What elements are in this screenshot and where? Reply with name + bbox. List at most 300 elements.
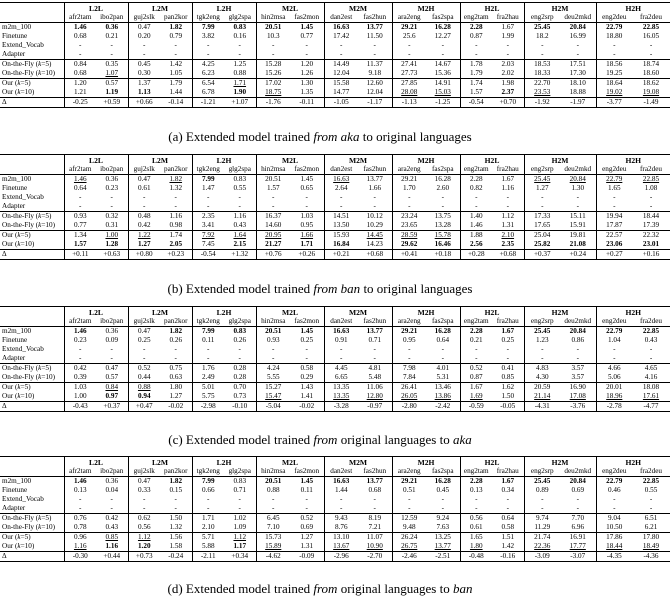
score-value: 12.59	[401, 514, 418, 522]
score-cell	[492, 336, 524, 345]
score-value: 21.14	[534, 392, 551, 400]
score-cell	[560, 354, 596, 364]
score-value: 12.60	[366, 79, 383, 87]
score-value: 15.58	[333, 79, 350, 87]
score-value: 23.65	[401, 221, 418, 229]
score-value: 0.88	[266, 486, 280, 494]
score-value: 1.74	[469, 79, 483, 87]
delta-cell: -0.02	[160, 402, 192, 412]
score-value: 13.35	[333, 392, 350, 400]
score-value: 2.28	[469, 327, 483, 335]
score-value: -	[207, 504, 210, 512]
score-value: 1.79	[169, 79, 183, 87]
score-value: 25.04	[534, 231, 551, 239]
score-value: 20.51	[265, 175, 282, 183]
score-value: -	[110, 202, 113, 210]
score-cell	[632, 336, 670, 345]
score-cell	[290, 533, 324, 543]
score-value: 1.27	[169, 392, 183, 400]
score-cell	[96, 504, 128, 514]
score-value: 3.57	[571, 364, 585, 372]
delta-cell: -0.25	[64, 98, 96, 108]
score-cell	[358, 60, 392, 70]
score-value: 14.45	[366, 231, 383, 239]
delta-cell: -2.42	[426, 402, 460, 412]
row-label: On-the-Fly (k=10)	[2, 69, 55, 77]
score-value: -	[272, 495, 275, 503]
score-value: 0.42	[137, 221, 151, 229]
delta-cell: +0.68	[492, 250, 524, 260]
score-cell	[524, 41, 560, 50]
score-cell	[290, 345, 324, 354]
table-row	[0, 231, 670, 241]
score-value: 0.47	[105, 364, 119, 372]
score-cell	[64, 184, 96, 193]
score-value: 15.28	[265, 60, 282, 68]
score-value: -	[441, 50, 444, 58]
delta-cell: +0.70	[492, 98, 524, 108]
corner-cell	[0, 3, 64, 14]
delta-cell: -0.05	[492, 402, 524, 412]
score-cell	[426, 504, 460, 514]
score-cell	[392, 202, 426, 212]
score-value: 1.69	[469, 392, 483, 400]
score-value: 2.35	[201, 212, 215, 220]
score-cell	[192, 383, 224, 393]
score-value: 2.02	[501, 69, 515, 77]
score-value: 1.31	[300, 542, 314, 550]
score-value: 1.79	[469, 69, 483, 77]
score-value: 0.20	[137, 32, 151, 40]
score-cell	[426, 477, 460, 487]
score-value: 1.03	[300, 212, 314, 220]
language-pair-header: fas2mon	[294, 317, 320, 325]
score-value: -	[408, 193, 411, 201]
score-value: -	[373, 504, 376, 512]
score-cell	[632, 542, 670, 552]
score-cell	[492, 354, 524, 364]
score-value: 1.66	[300, 231, 314, 239]
score-cell	[460, 240, 492, 250]
delta-cell: -1.92	[524, 98, 560, 108]
delta-label: Δ	[0, 98, 64, 108]
score-value: -	[305, 193, 308, 201]
score-cell	[96, 477, 128, 487]
score-cell	[324, 88, 358, 98]
table-row	[0, 88, 670, 98]
score-cell	[64, 79, 96, 89]
score-value: 0.23	[105, 184, 119, 192]
score-cell	[492, 392, 524, 402]
delta-cell: +0.59	[96, 98, 128, 108]
score-value: -	[340, 345, 343, 353]
score-value: 16.28	[434, 175, 451, 183]
score-value: 2.10	[501, 231, 515, 239]
score-value: 17.02	[265, 79, 282, 87]
score-cell	[192, 202, 224, 212]
score-value: -	[340, 495, 343, 503]
score-value: -	[305, 41, 308, 49]
score-value: -	[238, 504, 241, 512]
score-value: 5.01	[201, 383, 215, 391]
group-header: H2L	[460, 3, 524, 14]
score-cell	[632, 41, 670, 50]
score-cell	[560, 79, 596, 89]
score-value: 15.11	[569, 212, 586, 220]
score-value: 13.77	[366, 175, 383, 183]
row-label: Our (k=5)	[0, 231, 64, 241]
language-pair-header: guj2slk	[128, 165, 160, 175]
score-value: 1.67	[501, 23, 515, 31]
score-value: 4.24	[266, 364, 280, 372]
language-pair-header: eng2srp	[524, 165, 560, 175]
score-cell	[96, 23, 128, 33]
score-cell	[224, 41, 256, 50]
score-value: 0.43	[233, 221, 247, 229]
score-cell	[596, 383, 632, 393]
group-header: M2H	[392, 3, 460, 14]
score-value: 16.28	[434, 23, 451, 31]
score-cell	[192, 373, 224, 383]
score-value: 1.82	[169, 477, 183, 485]
row-label: Finetune	[2, 184, 28, 192]
score-cell	[224, 523, 256, 533]
delta-cell: -2.98	[192, 402, 224, 412]
score-value: 1.82	[169, 327, 183, 335]
score-value: 1.16	[73, 542, 87, 550]
table-caption	[0, 432, 640, 447]
language-pair-header: deu2mkd	[564, 165, 592, 173]
score-value: -	[576, 41, 579, 49]
score-value: 15.03	[434, 88, 451, 96]
language-pair-header: deu2mkd	[564, 467, 592, 475]
score-cell	[256, 41, 290, 50]
score-value: 13.77	[366, 23, 383, 31]
score-cell	[426, 373, 460, 383]
score-value: -	[541, 354, 544, 362]
caption-text: original languages to	[337, 581, 453, 596]
score-cell	[192, 354, 224, 364]
score-value: 0.88	[233, 69, 247, 77]
language-pair-header: pan2kor	[163, 467, 188, 475]
score-value: 0.70	[233, 383, 247, 391]
delta-cell: -0.14	[160, 98, 192, 108]
score-cell	[324, 514, 358, 524]
delta-cell: -1.76	[256, 98, 290, 108]
score-cell	[560, 240, 596, 250]
group-header: H2M	[524, 155, 596, 166]
score-value: 0.47	[137, 175, 151, 183]
table-row	[0, 345, 670, 354]
score-value: 6.45	[266, 514, 280, 522]
score-value: 9.24	[436, 514, 450, 522]
language-pair-header: fas2mon	[294, 165, 320, 173]
score-cell	[64, 41, 96, 50]
score-value: -	[143, 504, 146, 512]
score-value: 15.36	[434, 69, 451, 77]
score-value: -	[340, 202, 343, 210]
score-cell	[426, 41, 460, 50]
score-value: 20.51	[265, 327, 282, 335]
score-value: -	[576, 50, 579, 58]
score-cell	[392, 504, 426, 514]
header-label-cell	[0, 467, 64, 477]
score-cell	[560, 364, 596, 374]
score-value: -	[207, 495, 210, 503]
table-caption	[0, 281, 640, 296]
language-pair-header: glg2spa	[228, 165, 251, 173]
score-value: 1.57	[73, 240, 87, 248]
score-cell	[160, 88, 192, 98]
delta-cell: -1.05	[324, 98, 358, 108]
score-cell	[460, 392, 492, 402]
score-value: 0.45	[137, 60, 151, 68]
score-cell	[290, 79, 324, 89]
score-value: 13.35	[333, 383, 350, 391]
score-cell	[460, 495, 492, 504]
score-value: -	[110, 504, 113, 512]
score-value: 18.96	[606, 392, 623, 400]
score-value: 22.57	[606, 231, 623, 239]
score-value: -	[174, 504, 177, 512]
score-value: -	[576, 495, 579, 503]
score-value: -	[613, 504, 616, 512]
score-value: 0.41	[501, 364, 515, 372]
score-value: 0.95	[402, 336, 416, 344]
score-cell	[324, 193, 358, 202]
score-cell	[64, 364, 96, 374]
score-value: 1.27	[300, 533, 314, 541]
score-cell	[192, 221, 224, 231]
score-value: 1.82	[169, 23, 183, 31]
score-cell	[358, 175, 392, 185]
score-value: -	[340, 193, 343, 201]
score-cell	[256, 495, 290, 504]
score-value: 0.87	[469, 373, 483, 381]
score-cell	[596, 221, 632, 231]
delta-label: Δ	[0, 402, 64, 412]
score-value: 1.20	[137, 542, 151, 550]
score-value: 17.87	[606, 221, 623, 229]
score-cell	[492, 327, 524, 337]
score-value: -	[174, 345, 177, 353]
score-value: 0.78	[73, 523, 87, 531]
score-value: 1.12	[233, 533, 247, 541]
score-value: -	[613, 354, 616, 362]
score-cell	[460, 193, 492, 202]
score-cell	[192, 240, 224, 250]
score-cell	[256, 79, 290, 89]
score-cell	[632, 88, 670, 98]
score-cell	[460, 69, 492, 79]
score-cell	[324, 32, 358, 41]
delta-cell: +0.11	[64, 250, 96, 260]
score-cell	[524, 32, 560, 41]
score-cell	[596, 486, 632, 495]
caption-italic: from	[313, 432, 338, 447]
delta-cell: +0.23	[160, 250, 192, 260]
score-value: 0.95	[300, 221, 314, 229]
score-cell	[160, 79, 192, 89]
delta-label: Δ	[0, 250, 64, 260]
score-cell	[426, 327, 460, 337]
score-value: -	[541, 504, 544, 512]
score-cell	[596, 523, 632, 533]
delta-cell: -2.51	[426, 552, 460, 562]
header-label-cell	[0, 165, 64, 175]
score-value: 1.57	[469, 88, 483, 96]
score-cell	[596, 336, 632, 345]
score-value: 1.02	[233, 514, 247, 522]
score-value: 0.93	[73, 212, 87, 220]
score-value: 29.21	[401, 23, 418, 31]
group-header: M2L	[256, 155, 324, 166]
score-value: 1.22	[137, 231, 151, 239]
table-row	[0, 240, 670, 250]
score-value: -	[408, 50, 411, 58]
score-cell	[596, 193, 632, 202]
score-cell	[596, 175, 632, 185]
score-value: 2.03	[501, 60, 515, 68]
score-value: -	[441, 345, 444, 353]
row-label: Our (k=5)	[0, 79, 64, 89]
score-value: 9.74	[535, 514, 549, 522]
language-pair-header: eng2deu	[596, 165, 632, 175]
delta-cell: -4.77	[632, 402, 670, 412]
score-value: -	[475, 504, 478, 512]
score-cell	[128, 175, 160, 185]
table-row	[0, 50, 670, 60]
score-value: 1.16	[501, 184, 515, 192]
row-label: m2m_100	[0, 327, 64, 337]
score-value: 6.23	[201, 69, 215, 77]
score-value: 1.19	[105, 88, 119, 96]
score-cell	[460, 523, 492, 533]
score-cell	[192, 23, 224, 33]
score-value: 2.37	[501, 88, 515, 96]
score-value: 0.43	[105, 523, 119, 531]
score-cell	[358, 221, 392, 231]
score-cell	[560, 88, 596, 98]
score-cell	[96, 212, 128, 222]
score-value: -	[613, 345, 616, 353]
score-cell	[560, 221, 596, 231]
score-cell	[560, 175, 596, 185]
score-value: 1.16	[105, 542, 119, 550]
score-value: 0.58	[501, 523, 515, 531]
score-value: -	[272, 504, 275, 512]
score-cell	[192, 345, 224, 354]
delta-cell: -3.07	[560, 552, 596, 562]
score-value: 17.61	[642, 392, 660, 400]
score-cell	[392, 514, 426, 524]
score-cell	[290, 50, 324, 60]
score-value: 21.27	[265, 240, 282, 248]
caption-text: (c) Extended model trained	[168, 432, 314, 447]
score-cell	[524, 240, 560, 250]
row-label: Our (k=10)	[2, 240, 35, 248]
score-value: 5.88	[201, 542, 215, 550]
score-cell	[128, 486, 160, 495]
score-cell	[460, 50, 492, 60]
score-cell	[560, 336, 596, 345]
score-cell	[64, 202, 96, 212]
score-cell	[256, 202, 290, 212]
score-cell	[596, 41, 632, 50]
language-pair-header: tgk2eng	[192, 317, 224, 327]
score-value: 1.08	[644, 184, 658, 192]
score-cell	[324, 364, 358, 374]
score-value: -	[143, 495, 146, 503]
score-value: 20.84	[569, 23, 586, 31]
language-pair-header: eng2srp	[524, 467, 560, 477]
delta-row	[0, 98, 670, 108]
group-header: L2H	[192, 3, 256, 14]
score-cell	[96, 354, 128, 364]
group-header: L2M	[128, 307, 192, 318]
score-value: 0.84	[105, 383, 119, 391]
table-caption	[0, 581, 640, 596]
score-cell	[392, 212, 426, 222]
score-cell	[324, 69, 358, 79]
score-cell	[256, 392, 290, 402]
score-value: 0.77	[300, 32, 314, 40]
score-cell	[324, 523, 358, 533]
score-cell	[596, 345, 632, 354]
language-pair-header: dan2est	[324, 165, 358, 175]
score-cell	[160, 523, 192, 533]
score-cell	[96, 383, 128, 393]
score-value: -	[441, 193, 444, 201]
score-cell	[426, 184, 460, 193]
score-cell	[524, 327, 560, 337]
score-value: 13.10	[333, 533, 350, 541]
score-cell	[160, 212, 192, 222]
score-cell	[224, 212, 256, 222]
score-cell	[358, 533, 392, 543]
score-cell	[632, 32, 670, 41]
score-cell	[392, 60, 426, 70]
score-cell	[392, 32, 426, 41]
score-cell	[460, 88, 492, 98]
score-value: -	[649, 354, 653, 362]
language-pair-header: fra2deu	[640, 13, 662, 21]
row-label: On-the-Fly (k=10)	[2, 523, 55, 531]
score-cell	[290, 495, 324, 504]
score-value: 2.35	[501, 240, 515, 248]
score-value: 0.33	[137, 486, 151, 494]
row-label: Finetune	[2, 32, 28, 40]
score-value: -	[340, 50, 343, 58]
score-cell	[290, 383, 324, 393]
score-cell	[392, 327, 426, 337]
score-cell	[392, 354, 426, 364]
score-value: 20.51	[265, 477, 282, 485]
score-value: 0.48	[137, 212, 151, 220]
score-cell	[128, 345, 160, 354]
score-value: 1.51	[501, 533, 515, 541]
score-value: 0.42	[73, 364, 87, 372]
score-value: 4.65	[644, 364, 658, 372]
score-value: 22.36	[534, 542, 551, 550]
score-cell	[524, 221, 560, 231]
delta-cell: -1.25	[426, 98, 460, 108]
score-value: -	[576, 504, 579, 512]
score-cell	[64, 383, 96, 393]
score-value: 14.51	[333, 212, 350, 220]
score-value: 22.85	[642, 23, 660, 31]
score-cell	[192, 327, 224, 337]
